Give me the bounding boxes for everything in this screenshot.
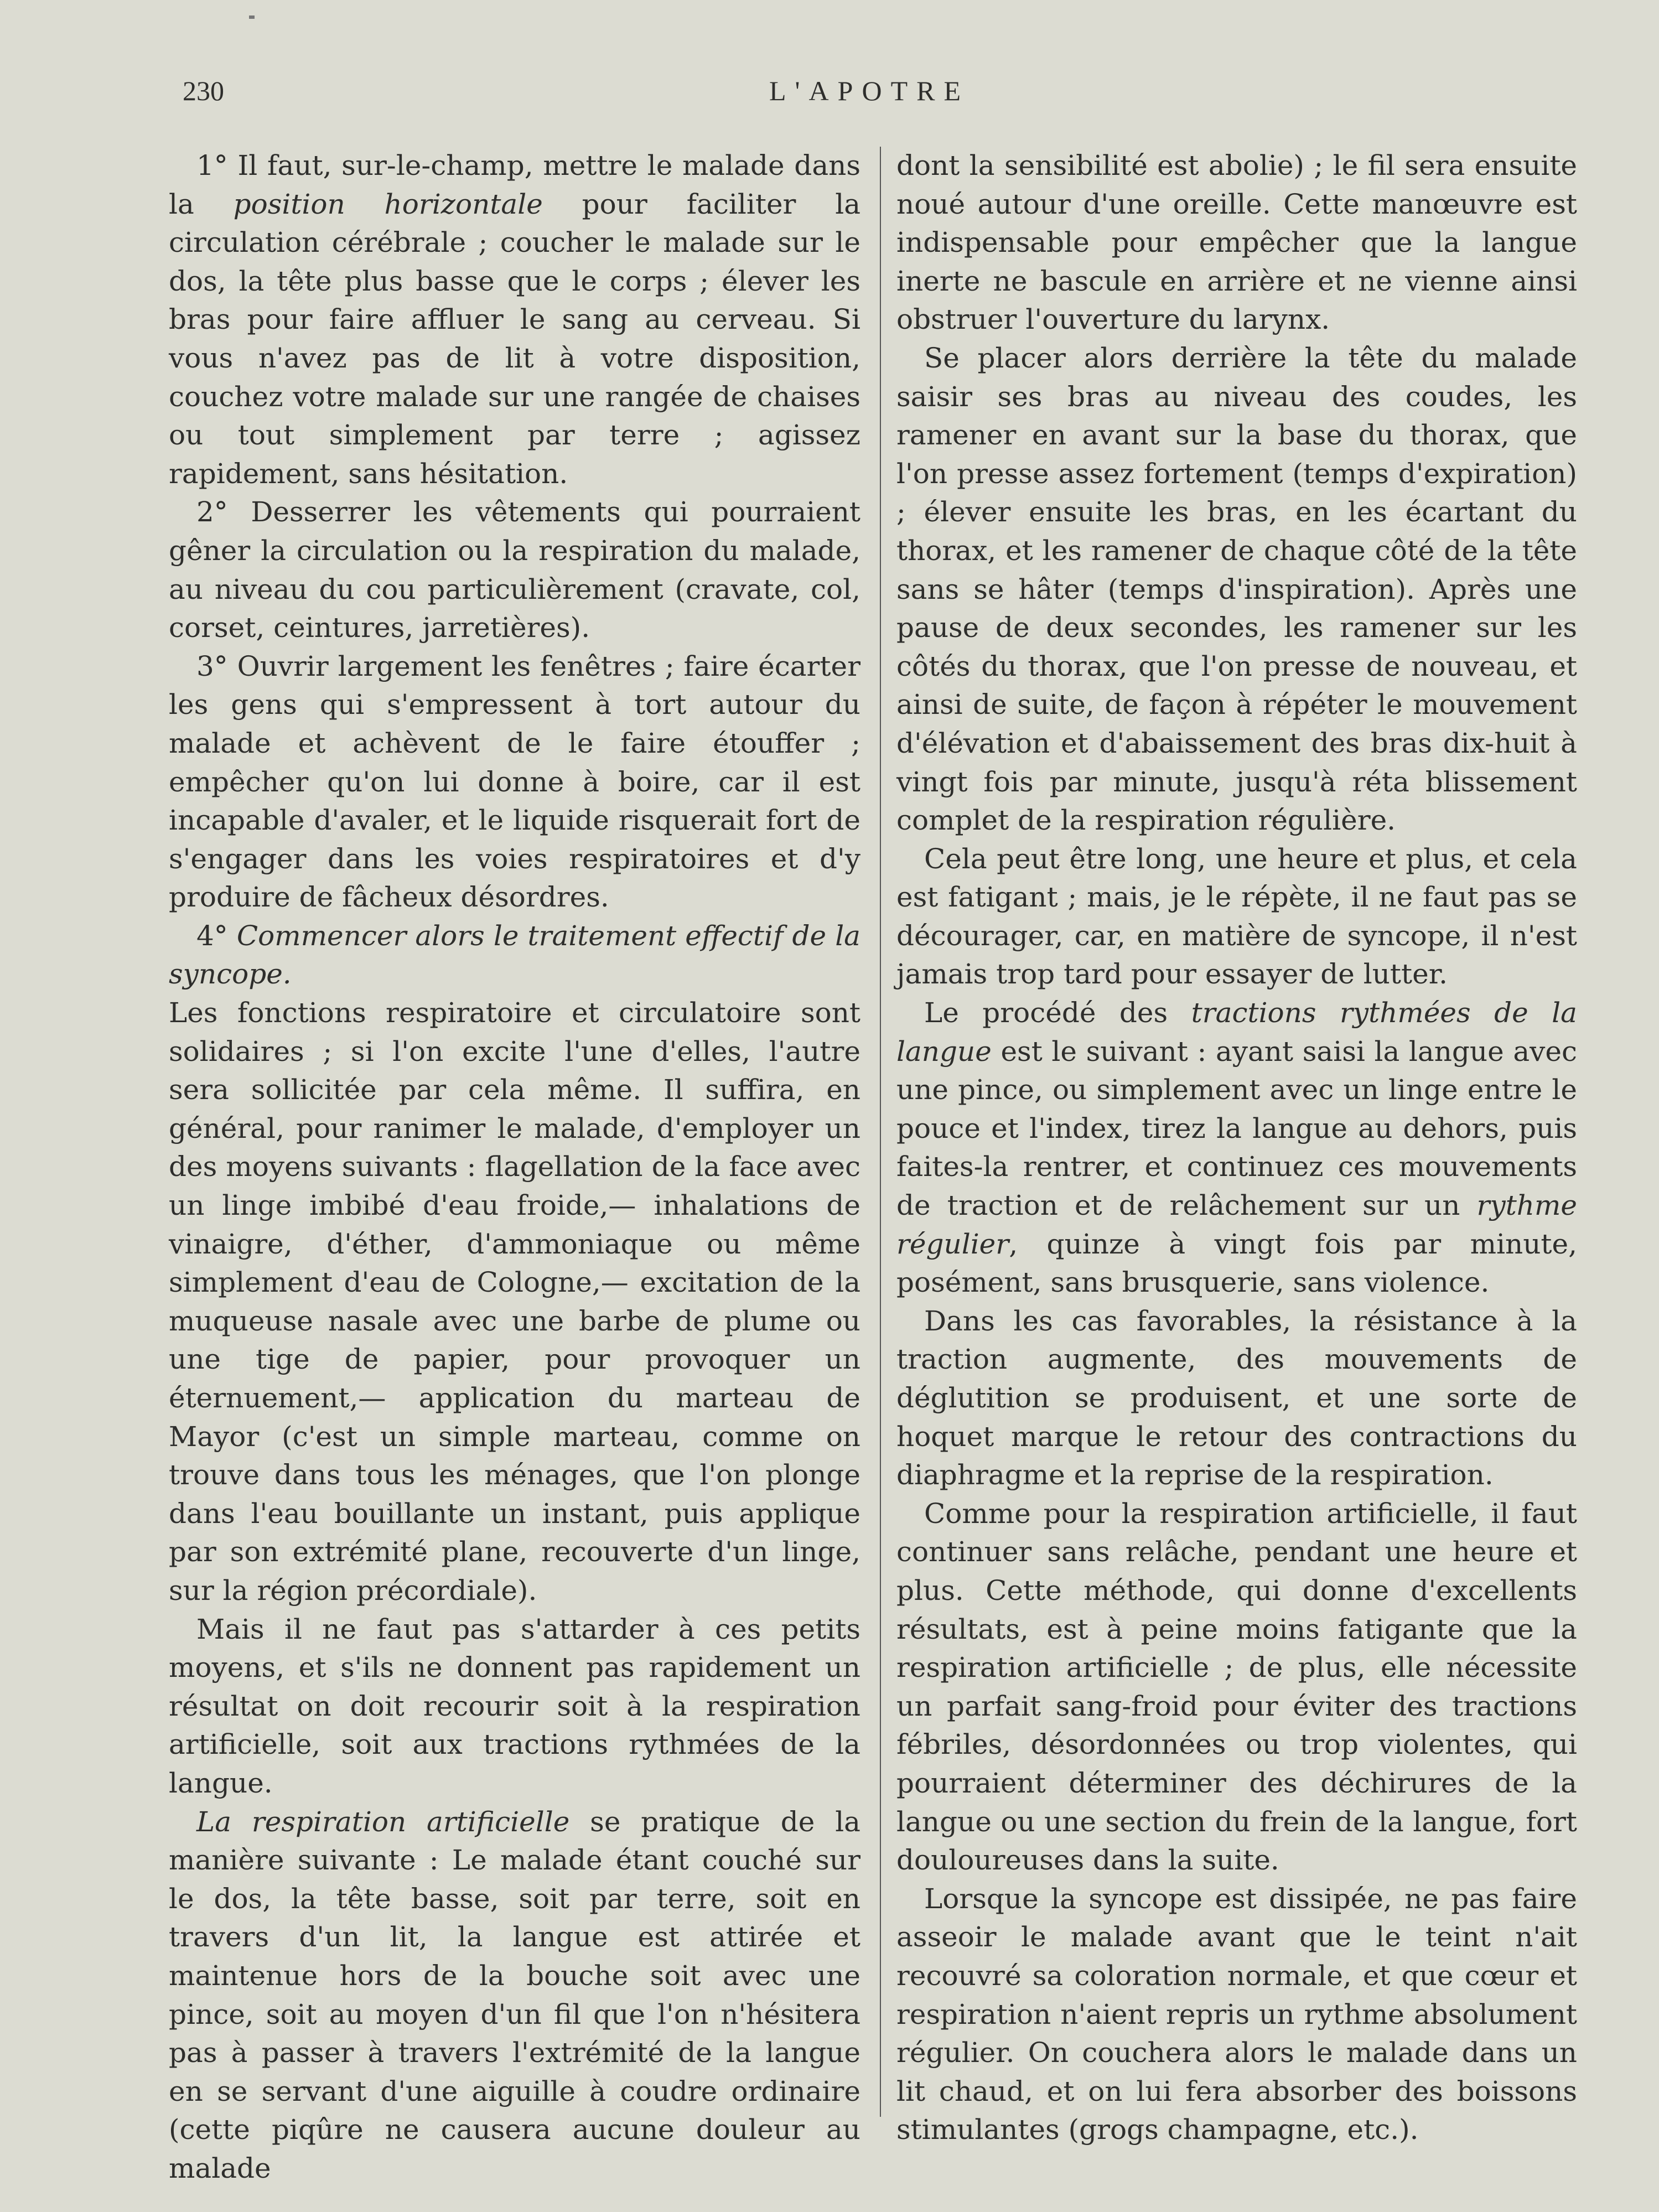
text-run: 2° Desserrer les vêtements qui pourraient gêner la circulation ou la respiration du malade, au niveau du cou particulièrement (cravate, col, corset, ceintures, jarretières). (169, 496, 860, 644)
paragraph (896, 1495, 1577, 1880)
italic-text: rythme régulier (896, 1189, 1577, 1260)
italic-text: Commencer alors le traitement effectif de la syncope. (169, 919, 860, 991)
paragraph (169, 147, 860, 493)
page-number: 230 (183, 75, 224, 106)
text-run: Les fonctions respiratoire et circulatoire sont solidaires ; si l'on excite l'une d'elles, l'autre sera sollicitée par cela même. Il suffira, en général, pour ranimer le malade, d'employer un des moyens suivants : flagellation de la face avec un linge imbibé d'eau froide,— inhalations de vinaigre, d'éther, d'ammoniaque ou même simplement d'eau de Cologne,— excitation de la muqueuse nasale avec une barbe de plume ou une tige de papier, pour provoquer un éternuement,— application du marteau de Mayor (c'est un simple marteau, comme on trouve dans tous les ménages, que l'on plonge dans l'eau bouillante un instant, puis applique par son extrémité plane, recouverte d'un linge, sur la région précordiale). (169, 997, 860, 1607)
text-run: 4° (196, 919, 237, 952)
paragraph (896, 1880, 1577, 2149)
text-run: Lorsque la syncope est dissipée, ne pas faire asseoir le malade avant que le teint n'ait recouvré sa coloration normale, et que cœur et respiration n'aient repris un rythme absolument régulier. On couchera alors le malade dans un lit chaud, et on lui fera absorber des boissons stimulantes (grogs champagne, etc.). (896, 1882, 1577, 2146)
paragraph (169, 493, 860, 647)
text-run: Mais il ne faut pas s'attarder à ces petits moyens, et s'ils ne donnent pas rapidement un résultat on doit recourir soit à la respiration artificielle, soit aux tractions rythmées de la langue. (169, 1613, 860, 1799)
text-run: Cela peut être long, une heure et plus, et cela est fatigant ; mais, je le répète, il ne faut pas se décourager, car, en matière de syncope, il n'est jamais trop tard pour essayer de lutter. (896, 842, 1577, 991)
running-title: L'APOTRE (769, 75, 970, 106)
paragraph (169, 647, 860, 917)
paragraph (169, 1803, 860, 2188)
column-divider (880, 147, 881, 2117)
text-run: Dans les cas favorables, la résistance à la traction augmente, des mouvements de déglutition se produisent, et une sorte de hoquet marque le retour des contractions du diaphragme et la reprise de la respiration. (896, 1304, 1577, 1491)
paragraph (896, 339, 1577, 840)
paragraph (169, 1610, 860, 1803)
text-run: , quinze à vingt fois par minute, posément, sans brusquerie, sans violence. (896, 1227, 1577, 1299)
text-run: 3° Ouvrir largement les fenêtres ; faire écarter les gens qui s'empressent à tort autour du malade et achèvent de le faire étouffer ; empêcher qu'on lui donne à boire, car il est incapable d'avaler, et le liquide risquerait fort de s'engager dans les voies respiratoires et d'y produire de fâcheux désordres. (169, 650, 860, 914)
paragraph (896, 1302, 1577, 1495)
paragraph (896, 840, 1577, 994)
text-run: pour faciliter la circulation cérébrale ; coucher le malade sur le dos, la tête plus basse que le corps ; élever les bras pour faire affluer le sang au cerveau. Si vous n'avez pas de lit à votre disposition, couchez votre malade sur une rangée de chaises ou tout simplement par terre ; agissez rapidement, sans hésitation. (169, 188, 861, 490)
text-run: est le suivant : ayant saisi la langue avec une pince, ou simplement avec un linge entre le pouce et l'index, tirez la langue au dehors, puis faites-la rentrer, et continuez ces mouvements de traction et de relâchement sur un (896, 1035, 1577, 1222)
right-text-column (896, 147, 1577, 2149)
text-run: Comme pour la respiration artificielle, il faut continuer sans relâche, pendant une heure et plus. Cette méthode, qui donne d'excellents résultats, est à peine moins fatigante que la respiration artificielle ; de plus, elle nécessite un parfait sang-froid pour éviter des tractions fébriles, désordonnées ou trop violentes, qui pourraient déterminer des déchirures de la langue ou une section du frein de la langue, fort douloureuses dans la suite. (896, 1497, 1577, 1877)
paragraph (896, 147, 1577, 339)
italic-text: tractions rythmées de la langue (896, 997, 1577, 1068)
paragraph (169, 917, 860, 994)
paragraph (169, 994, 860, 1610)
paragraph (896, 994, 1577, 1302)
italic-text: La respiration artificielle (196, 1805, 570, 1838)
left-text-column (169, 147, 860, 2188)
italic-text: position horizontale (233, 188, 543, 220)
text-run: 1° Il faut, sur-le-champ, mettre le malade dans la (169, 149, 860, 220)
text-run: Le procédé des (924, 997, 1191, 1029)
text-run: se pratique de la manière suivante : Le malade étant couché sur le dos, la tête basse, soit par terre, soit en travers d'un lit, la langue est attirée et maintenue hors de la bouche soit avec une pince, soit au moyen d'un fil que l'on n'hésitera pas à passer à travers l'extrémité de la langue en se servant d'une aiguille à coudre ordinaire (cette piqûre ne causera aucune douleur au malade (169, 1805, 860, 2184)
paper-speck (249, 15, 255, 19)
page-header (183, 75, 1576, 119)
text-run: Se placer alors derrière la tête du malade saisir ses bras au niveau des coudes, les ramener en avant sur la base du thorax, que l'on presse assez fortement (temps d'expiration) ; élever ensuite les bras, en les écartant du thorax, et les ramener de chaque côté de la tête sans se hâter (temps d'inspiration). Après une pause de deux secondes, les ramener sur les côtés du thorax, que l'on presse de nouveau, et ainsi de suite, de façon à répéter le mouvement d'élévation et d'abaissement des bras dix-huit à vingt fois par minute, jusqu'à réta blissement complet de la respiration régulière. (896, 341, 1577, 837)
text-run: dont la sensibilité est abolie) ; le fil sera ensuite noué autour d'une oreille. Cette manœuvre est indispensable pour empêcher que la langue inerte ne bascule en arrière et ne vienne ainsi obstruer l'ouverture du larynx. (896, 149, 1577, 336)
